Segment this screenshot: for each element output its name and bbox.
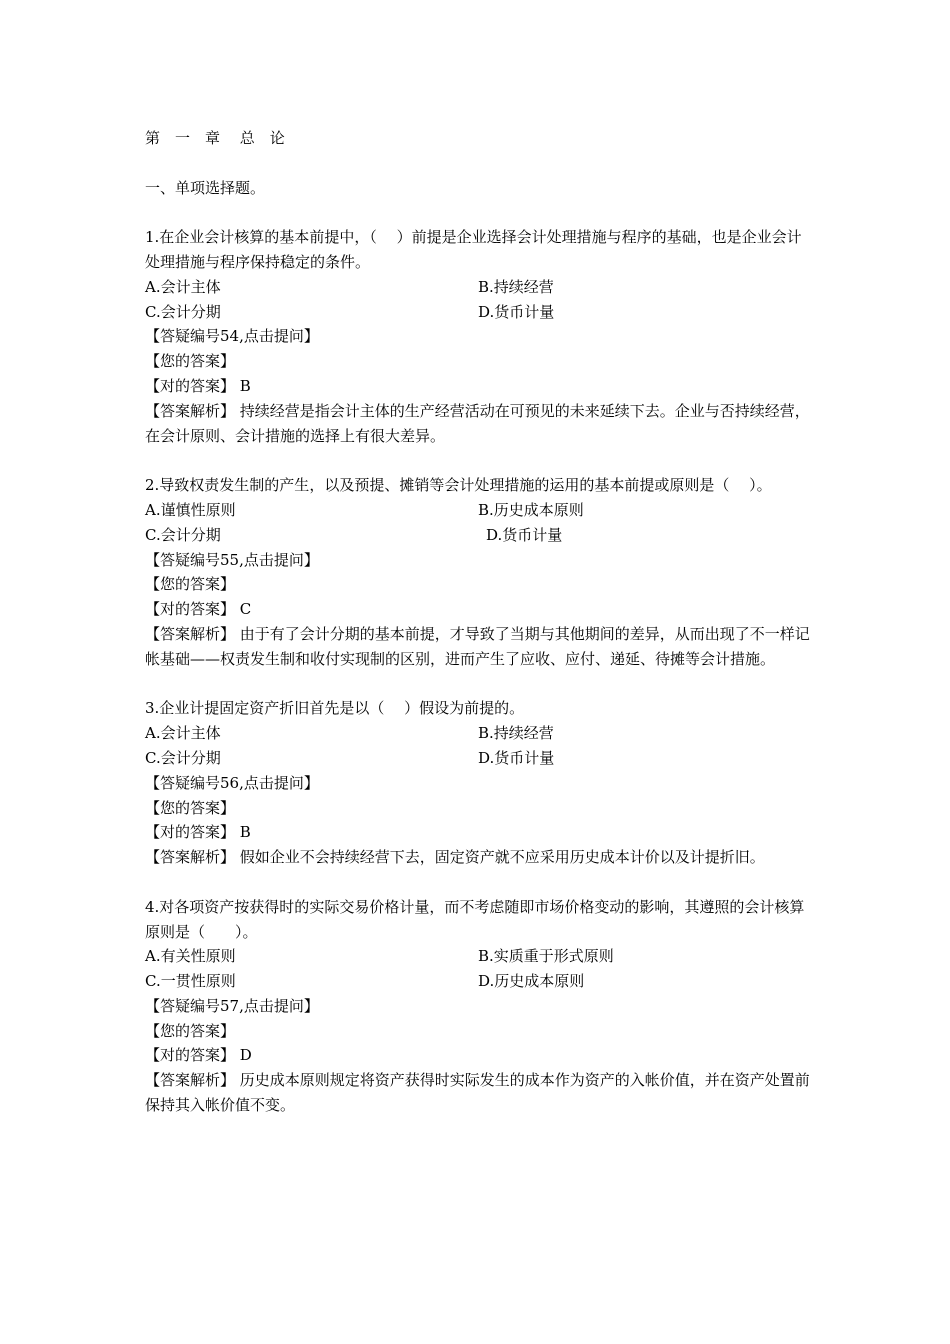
your-answer: 【您的答案】 — [145, 575, 236, 594]
section-title: 一、单项选择题。 — [145, 178, 266, 197]
option-d: D.货币计量 — [486, 525, 563, 544]
your-answer: 【您的答案】 — [145, 798, 236, 817]
option-a: A.有关性原则 — [145, 947, 236, 966]
ask-question-link[interactable]: 【答疑编号54,点击提问】 — [145, 327, 319, 346]
question-stem: 2.导致权责发生制的产生，以及预提、摊销等会计处理措施的运用的基本前提或原则是（ ）。 — [145, 476, 772, 495]
question-stem: 1.在企业会计核算的基本前提中，（ ）前提是企业选择会计处理措施与程序的基础，也是企业会计处理措施与程序保持稳定的条件。 — [145, 228, 802, 271]
ask-question-link[interactable]: 【答疑编号57,点击提问】 — [145, 996, 319, 1015]
option-d: D.货币计量 — [478, 748, 555, 767]
chapter-title: 第 一 章 总 论 — [145, 129, 285, 147]
options-grid — [145, 275, 810, 325]
correct-answer: 【对的答案】 B — [145, 823, 251, 842]
answer-analysis: 【答案解析】 持续经营是指会计主体的生产经营活动在可预见的未来延续下去。企业与否持续经营，在会计原则、会计措施的选择上有很大差异。 — [145, 401, 810, 445]
question-stem: 4.对各项资产按获得时的实际交易价格计量，而不考虑随即市场价格变动的影响，其遵照的会计核算原则是（ ）。 — [145, 897, 805, 941]
option-b: B.实质重于形式原则 — [478, 947, 614, 966]
option-c: C.会计分期 — [145, 748, 221, 767]
option-c: C.一贯性原则 — [145, 972, 236, 991]
answer-analysis: 【答案解析】 假如企业不会持续经营下去，固定资产就不应采用历史成本计价以及计提折旧。 — [145, 848, 765, 867]
option-c: C.会计分期 — [145, 302, 221, 321]
ask-question-link[interactable]: 【答疑编号56,点击提问】 — [145, 773, 319, 792]
options-grid — [145, 498, 810, 548]
question-4 — [145, 895, 810, 1118]
answer-analysis: 【答案解析】 历史成本原则规定将资产获得时实际发生的成本作为资产的入帐价值，并在资产处置前保持其入帐价值不变。 — [145, 1071, 810, 1115]
options-grid — [145, 721, 810, 771]
question-3 — [145, 696, 810, 870]
option-d: D.历史成本原则 — [478, 972, 585, 991]
option-a: A.会计主体 — [145, 277, 221, 296]
option-b: B.历史成本原则 — [478, 500, 584, 519]
option-a: A.会计主体 — [145, 724, 221, 743]
correct-answer: 【对的答案】 C — [145, 600, 252, 619]
options-grid — [145, 944, 810, 994]
question-1 — [145, 225, 810, 448]
answer-analysis: 【答案解析】 由于有了会计分期的基本前提，才导致了当期与其他期间的差异，从而出现了不一样记帐基础——权责发生制和收付实现制的区别，进而产生了应收、应付、递延、待摊等会计措施。 — [145, 624, 810, 668]
question-stem: 3.企业计提固定资产折旧首先是以（ ）假设为前提的。 — [145, 699, 525, 718]
question-2 — [145, 473, 810, 671]
your-answer: 【您的答案】 — [145, 1021, 236, 1040]
ask-question-link[interactable]: 【答疑编号55,点击提问】 — [145, 550, 319, 569]
option-b: B.持续经营 — [478, 277, 554, 296]
correct-answer: 【对的答案】 D — [145, 1046, 252, 1065]
document-page — [145, 126, 810, 1143]
option-c: C.会计分期 — [145, 525, 221, 544]
option-d: D.货币计量 — [478, 302, 555, 321]
correct-answer: 【对的答案】 B — [145, 376, 251, 395]
your-answer: 【您的答案】 — [145, 352, 236, 371]
option-a: A.谨慎性原则 — [145, 500, 236, 519]
option-b: B.持续经营 — [478, 724, 554, 743]
